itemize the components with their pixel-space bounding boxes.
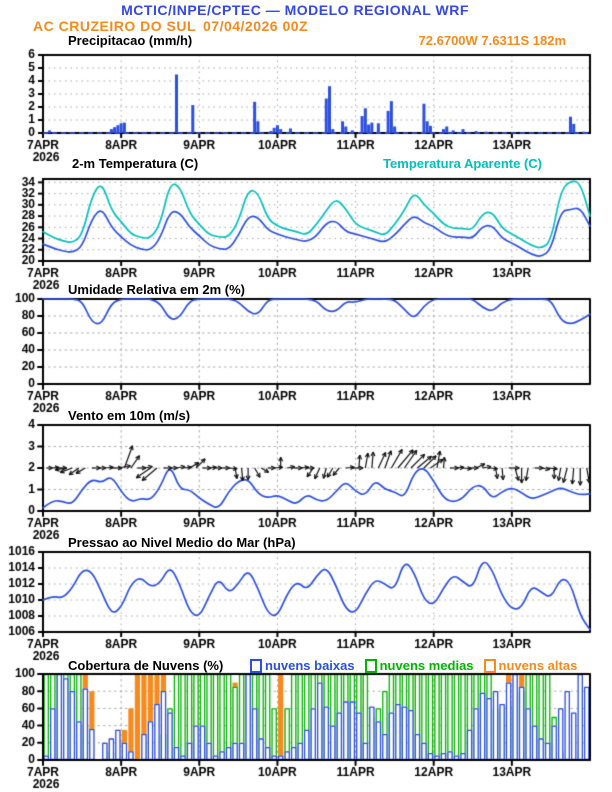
page-title: MCTIC/INPE/CPTEC — MODELO REGIONAL WRF xyxy=(121,2,469,18)
apparent-temperature-label: Temperatura Aparente (C) xyxy=(383,156,542,171)
temperature-panel xyxy=(0,156,612,283)
station-coordinates: 72.6700W 7.6311S 182m xyxy=(418,33,566,48)
precipitation-title: Precipitacao (mm/h) xyxy=(68,33,193,48)
run-datetime: 07/04/2026 00Z xyxy=(203,18,309,34)
wind-title: Vento em 10m (m/s) xyxy=(68,408,191,423)
wind-panel xyxy=(0,408,612,535)
humidity-title: Umidade Relativa em 2m (%) xyxy=(68,282,246,297)
cloud-cover-title: Cobertura de Nuvens (%) xyxy=(68,658,224,673)
nuvens-medias-label: nuvens medias xyxy=(379,658,474,673)
nuvens-baixas-label: nuvens baixas xyxy=(265,658,355,673)
station-name: AC CRUZEIRO DO SUL xyxy=(33,18,196,34)
precipitation-panel xyxy=(0,33,612,158)
humidity-panel xyxy=(0,282,612,408)
temperature-title: 2-m Temperatura (C) xyxy=(72,156,199,171)
pressure-title: Pressao ao Nivel Medio do Mar (hPa) xyxy=(68,535,296,550)
nuvens-altas-label: nuvens altas xyxy=(498,658,578,673)
cloud-cover-panel xyxy=(0,657,612,790)
pressure-panel xyxy=(0,535,612,657)
